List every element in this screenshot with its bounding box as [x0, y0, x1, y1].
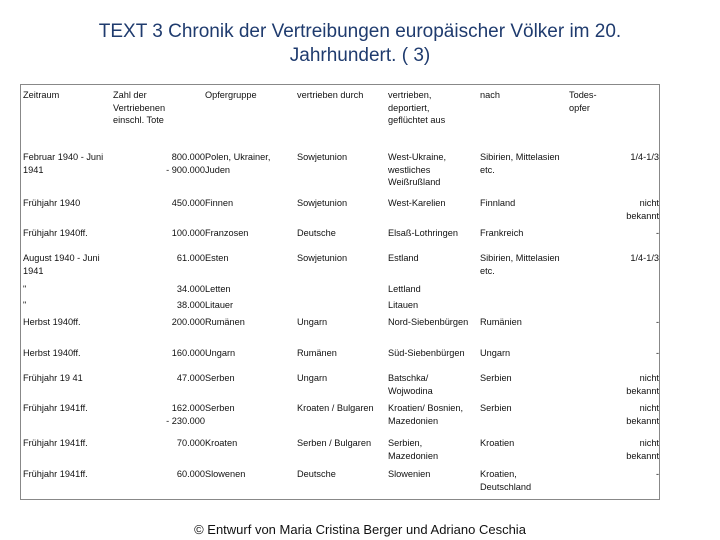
cell-vertrieben-durch: Deutsche: [297, 228, 336, 238]
header-opfergruppe: Opfergruppe: [205, 90, 257, 100]
cell-zahl: 200.000: [171, 317, 205, 327]
cell-vertrieben-aus: Serbien, Mazedonien: [388, 438, 439, 461]
cell-zahl: 34.000: [176, 284, 205, 294]
cell-zahl: 162.000 - 230.000: [166, 403, 205, 426]
cell-opfergruppe: Slowenen: [205, 469, 246, 479]
header-vertrieben-durch: vertrieben durch: [297, 90, 364, 100]
cell-zeitraum: Februar 1940 - Juni 1941: [23, 152, 104, 175]
footer-credit: © Entwurf von Maria Cristina Berger und Adriano Ceschia: [194, 522, 526, 537]
cell-nach: Frankreich: [480, 228, 524, 238]
cell-zeitraum: Frühjahr 1941ff.: [23, 403, 88, 413]
cell-opfergruppe: Kroaten: [205, 438, 238, 448]
cell-opfergruppe: Esten: [205, 253, 229, 263]
cell-vertrieben-aus: Süd-Siebenbürgen: [388, 348, 465, 358]
cell-vertrieben-durch: Kroaten / Bulgaren: [297, 403, 374, 413]
cell-vertrieben-durch: Rumänen: [297, 348, 337, 358]
cell-todesopfer: -: [655, 317, 659, 327]
cell-zeitraum: Frühjahr 1940: [23, 198, 81, 208]
cell-zahl: 38.000: [176, 300, 205, 310]
cell-vertrieben-durch: Ungarn: [297, 373, 328, 383]
header-nach: nach: [480, 90, 500, 100]
title-line-2: Jahrhundert. ( 3): [289, 45, 431, 66]
cell-todesopfer: nicht bekannt: [626, 403, 659, 426]
cell-zeitraum: Herbst 1940ff.: [23, 348, 81, 358]
cell-todesopfer: -: [655, 469, 659, 479]
cell-vertrieben-durch: Deutsche: [297, 469, 336, 479]
cell-zahl: 160.000: [171, 348, 205, 358]
cell-opfergruppe: Ungarn: [205, 348, 236, 358]
cell-vertrieben-aus: Elsaß-Lothringen: [388, 228, 458, 238]
cell-zeitraum: August 1940 - Juni 1941: [23, 253, 100, 276]
cell-zahl: 100.000: [171, 228, 205, 238]
cell-vertrieben-aus: Slowenien: [388, 469, 431, 479]
cell-nach: Serbien: [480, 403, 512, 413]
cell-zahl: 450.000: [171, 198, 205, 208]
chronicle-table: [20, 84, 660, 500]
cell-vertrieben-durch: Ungarn: [297, 317, 328, 327]
cell-vertrieben-aus: West-Ukraine, westliches Weißrußland: [388, 152, 447, 187]
cell-opfergruppe: Polen, Ukrainer, Juden: [205, 152, 271, 175]
cell-vertrieben-durch: Sowjetunion: [297, 198, 348, 208]
cell-vertrieben-durch: Sowjetunion: [297, 152, 348, 162]
cell-zahl: 70.000: [176, 438, 205, 448]
cell-vertrieben-aus: Batschka/ Wojwodina: [388, 373, 433, 396]
cell-opfergruppe: Franzosen: [205, 228, 249, 238]
cell-opfergruppe: Rumänen: [205, 317, 245, 327]
cell-vertrieben-durch: Sowjetunion: [297, 253, 348, 263]
cell-zeitraum: ": [23, 300, 27, 310]
cell-todesopfer: -: [655, 348, 659, 358]
cell-zahl: 47.000: [176, 373, 205, 383]
cell-zeitraum: Frühjahr 19 41: [23, 373, 83, 383]
cell-todesopfer: nicht bekannt: [626, 198, 659, 221]
cell-zeitraum: Frühjahr 1941ff.: [23, 438, 88, 448]
cell-opfergruppe: Serben: [205, 403, 235, 413]
cell-vertrieben-aus: Nord-Siebenbürgen: [388, 317, 469, 327]
cell-opfergruppe: Litauer: [205, 300, 234, 310]
cell-zahl: 800.000 - 900.000: [166, 152, 205, 175]
slide-title: [40, 20, 680, 68]
cell-nach: Sibirien, Mittelasien etc.: [480, 253, 560, 276]
title-line-1: TEXT 3 Chronik der Vertreibungen europäischer Völker im 20.: [98, 21, 622, 42]
cell-todesopfer: -: [655, 228, 659, 238]
header-zahl: Zahl der Vertriebenen einschl. Tote: [113, 90, 166, 125]
cell-todesopfer: 1/4-1/3: [630, 253, 659, 263]
cell-todesopfer: nicht bekannt: [626, 373, 659, 396]
cell-zahl: 60.000: [176, 469, 205, 479]
cell-nach: Finnland: [480, 198, 516, 208]
cell-vertrieben-aus: West-Karelien: [388, 198, 446, 208]
cell-zeitraum: ": [23, 284, 27, 294]
cell-nach: Serbien: [480, 373, 512, 383]
cell-zeitraum: Frühjahr 1940ff.: [23, 228, 88, 238]
cell-todesopfer: 1/4-1/3: [630, 152, 659, 162]
header-zeitraum: Zeitraum: [23, 90, 60, 100]
cell-opfergruppe: Finnen: [205, 198, 234, 208]
cell-vertrieben-durch: Serben / Bulgaren: [297, 438, 372, 448]
cell-vertrieben-aus: Litauen: [388, 300, 419, 310]
cell-vertrieben-aus: Estland: [388, 253, 419, 263]
cell-nach: Kroatien, Deutschland: [480, 469, 532, 492]
cell-opfergruppe: Letten: [205, 284, 231, 294]
cell-nach: Rumänien: [480, 317, 522, 327]
cell-zahl: 61.000: [176, 253, 205, 263]
header-todesopfer: Todes- opfer: [569, 90, 597, 113]
header-vertrieben-aus: vertrieben, deportiert, geflüchtet aus: [388, 90, 446, 125]
cell-todesopfer: nicht bekannt: [626, 438, 659, 461]
cell-nach: Kroatien: [480, 438, 515, 448]
cell-zeitraum: Frühjahr 1941ff.: [23, 469, 88, 479]
cell-vertrieben-aus: Kroatien/ Bosnien, Mazedonien: [388, 403, 464, 426]
cell-nach: Sibirien, Mittelasien etc.: [480, 152, 560, 175]
cell-vertrieben-aus: Lettland: [388, 284, 421, 294]
cell-nach: Ungarn: [480, 348, 511, 358]
cell-zeitraum: Herbst 1940ff.: [23, 317, 81, 327]
cell-opfergruppe: Serben: [205, 373, 235, 383]
